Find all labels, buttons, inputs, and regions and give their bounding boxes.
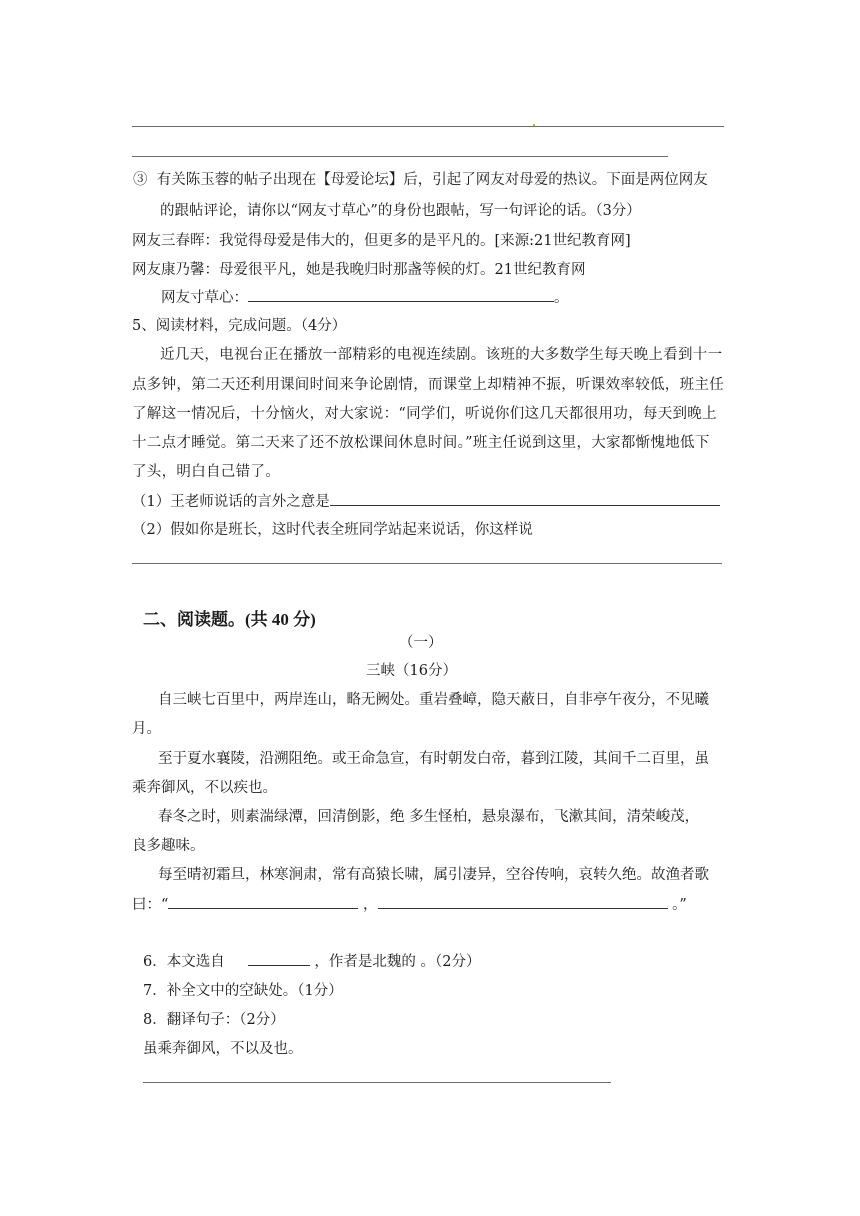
song-fill-row: 曰：“ ， 。” bbox=[132, 894, 687, 915]
comment-2: 网友康乃馨：母爱很平凡，她是我晚归时那盏等候的灯。21世纪教育网 bbox=[132, 262, 586, 278]
answer-line bbox=[132, 126, 724, 127]
paragraph-line: 良多趣味。 bbox=[132, 838, 205, 854]
question-6: 6．本文选自 ，作者是北魏的 。（2分） bbox=[143, 951, 480, 972]
paragraph-line: 至于夏水襄陵，沿溯阻绝。或王命急宣，有时朝发白帝，暮到江陵，其间千二百里，虽 bbox=[158, 751, 709, 767]
passage-line: 点多钟，第二天还利用课间时间来争论剧情，而课堂上却精神不振，听课效率较低，班主任 bbox=[132, 377, 724, 393]
song-blank-1[interactable] bbox=[168, 894, 358, 909]
passage-line: 了头，明白自己错了。 bbox=[132, 464, 280, 480]
paragraph-line: 月。 bbox=[132, 721, 161, 737]
passage-title: 三峡（16分） bbox=[366, 663, 457, 679]
answer-line bbox=[132, 156, 668, 157]
question-3-line-2: 的跟帖评论，请你以“网友寸草心”的身份也跟帖，写一句评论的话。（3分） bbox=[160, 203, 641, 219]
paragraph-line: 春冬之时，则素湍绿潭，回清倒影，绝 多生怪柏，悬泉瀑布，飞漱其间，清荣峻茂， bbox=[158, 809, 700, 825]
song-blank-2[interactable] bbox=[378, 894, 668, 909]
passage-line: 了解这一情况后，十分恼火，对大家说：“同学们，听说你们这几天都很用功，每天到晚上 bbox=[132, 406, 717, 422]
section-heading: 二、阅读题。(共 40 分) bbox=[143, 610, 316, 629]
answer-blank[interactable] bbox=[330, 491, 720, 506]
question-8: 8．翻译句子：（2分） bbox=[143, 1012, 285, 1028]
circled-number: ③ bbox=[133, 172, 148, 188]
sub-question-2: （2）假如你是班长，这时代表全班同学站起来说话，你这样说 bbox=[132, 522, 533, 538]
answer-line bbox=[143, 1082, 611, 1083]
answer-line bbox=[132, 563, 722, 564]
answer-blank[interactable] bbox=[248, 287, 554, 302]
stray-mark bbox=[533, 124, 535, 126]
question-8-sentence: 虽乘奔御风，不以及也。 bbox=[143, 1041, 303, 1057]
answer-blank[interactable] bbox=[248, 951, 310, 966]
question-5-title: 5、阅读材料，完成问题。（4分） bbox=[132, 318, 347, 334]
paragraph-line: 每至晴初霜旦，林寒涧肃，常有高猿长啸，属引凄异，空谷传响，哀转久绝。故渔者歌 bbox=[158, 867, 709, 883]
paragraph-line: 自三峡七百里中，两岸连山，略无阙处。重岩叠嶂，隐天蔽日，自非亭午夜分，不见曦 bbox=[158, 692, 709, 708]
answer-label: 网友寸草心： bbox=[161, 290, 248, 306]
passage-line: 近几天，电视台正在播放一部精彩的电视连续剧。该班的大多数学生每天晚上看到十一 bbox=[160, 347, 723, 363]
question-7: 7．补全文中的空缺处。（1分） bbox=[143, 983, 343, 999]
answer-row: 网友寸草心： 。 bbox=[161, 287, 569, 308]
question-3-line-1: ③ 有关陈玉蓉的帖子出现在【母爱论坛】后，引起了网友对母爱的热议。下面是两位网友 bbox=[133, 172, 708, 188]
sub-question-1: （1）王老师说话的言外之意是 bbox=[132, 491, 720, 512]
paragraph-line: 乘奔御风，不以疾也。 bbox=[132, 780, 277, 796]
comment-1: 网友三春晖：我觉得母爱是伟大的，但更多的是平凡的。[来源:21世纪教育网] bbox=[132, 233, 631, 249]
passage-line: 十二点才睡觉。第二天来了还不放松课间休息时间。”班主任说到这里，大家都惭愧地低下 bbox=[132, 435, 710, 451]
part-label: （一） bbox=[399, 635, 443, 651]
